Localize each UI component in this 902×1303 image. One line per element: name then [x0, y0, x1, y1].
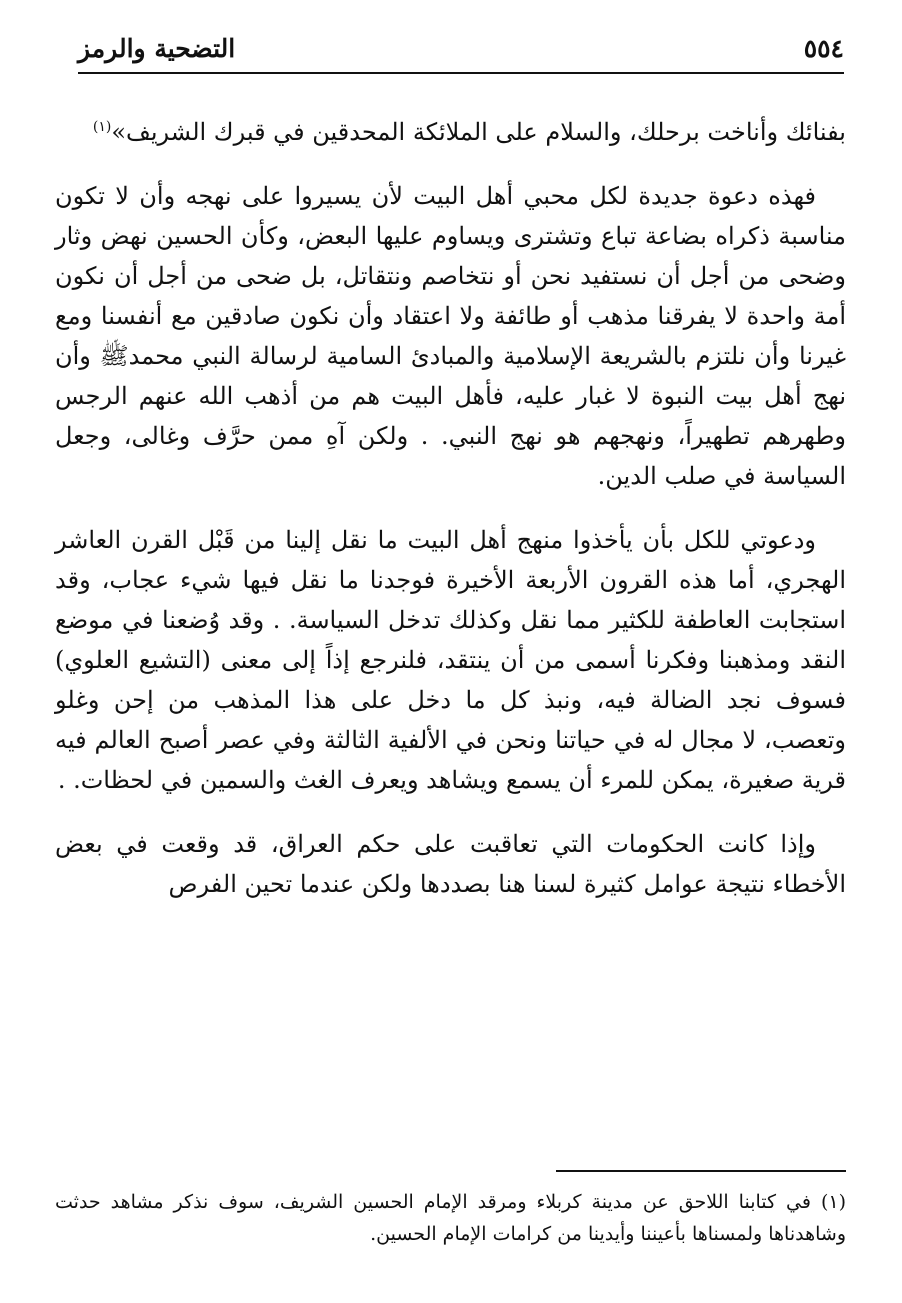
paragraph: وإذا كانت الحكومات التي تعاقبت على حكم العراق، قد وقعت في بعض الأخطاء نتيجة عوامل كثيرة لسنا هنا بصددها ولكن عندما تحين الفرص: [55, 830, 846, 898]
main-text: [55, 112, 846, 928]
book-title: التضحية والرمز: [78, 34, 236, 63]
paragraph-text: بفنائك وأناخت برحلك، والسلام على الملائكة المحدقين في قبرك الشريف»: [111, 118, 846, 146]
paragraph-continuation: [55, 112, 846, 152]
footnote: [55, 1186, 846, 1250]
footnote-divider: [556, 1170, 846, 1172]
page-number: ٥٥٤: [803, 34, 844, 63]
paragraph: فهذه دعوة جديدة لكل محبي أهل البيت لأن يسيروا على نهجه وأن لا تكون مناسبة ذكراه بضاعة تباع وتشترى ويساوم عليها البعض، وكأن الحسين نهض وثار وضحى من أجل أن نستفيد نحن أو نتخاصم ونتقاتل، بل ضحى من أجل أن نكون أمة واحدة لا يفرقنا مذهب أو طائفة ولا اعتقاد وأن نكون صادقين مع أنفسنا ومع غيرنا وأن نلتزم بالشريعة الإسلامية والمبادئ السامية لرسالة النبي محمدﷺ وأن نهج أهل بيت النبوة لا غبار عليه، فأهل البيت هم من أذهب الله عنهم الرجس وطهرهم تطهيراً، ونهجهم هو نهج النبي. . ولكن آهِ ممن حرَّف وغالى، وجعل السياسة في صلب الدين.: [55, 182, 846, 490]
running-header: [78, 20, 844, 74]
footnote-text: (١) في كتابنا اللاحق عن مدينة كربلاء ومرقد الإمام الحسين الشريف، سوف نذكر مشاهد حدثت وشاهدناها ولمسناها بأعيننا وأيدينا من كرامات الإمام الحسين.: [55, 1191, 846, 1245]
footnote-reference: (١): [92, 119, 112, 135]
paragraph: ودعوتي للكل بأن يأخذوا منهج أهل البيت ما نقل إلينا من قَبْل القرن العاشر الهجري، أما هذه القرون الأربعة الأخيرة فوجدنا ما نقل فيها شيء عجاب، وقد استجابت العاطفة للكثير مما نقل وكذلك تدخل السياسة. . وقد وُضعنا في موضع النقد ومذهبنا وفكرنا أسمى من أن ينتقد، فلنرجع إذاً إلى معنى (التشيع العلوي) فسوف نجد الضالة فيه، ونبذ كل ما دخل على هذا المذهب من إحن وغلو وتعصب، لا مجال له في حياتنا ونحن في الألفية الثالثة وفي عصر أصبح العالم فيه قرية صغيرة، يمكن للمرء أن يسمع ويشاهد ويعرف الغث والسمين في لحظات. .: [55, 526, 847, 794]
